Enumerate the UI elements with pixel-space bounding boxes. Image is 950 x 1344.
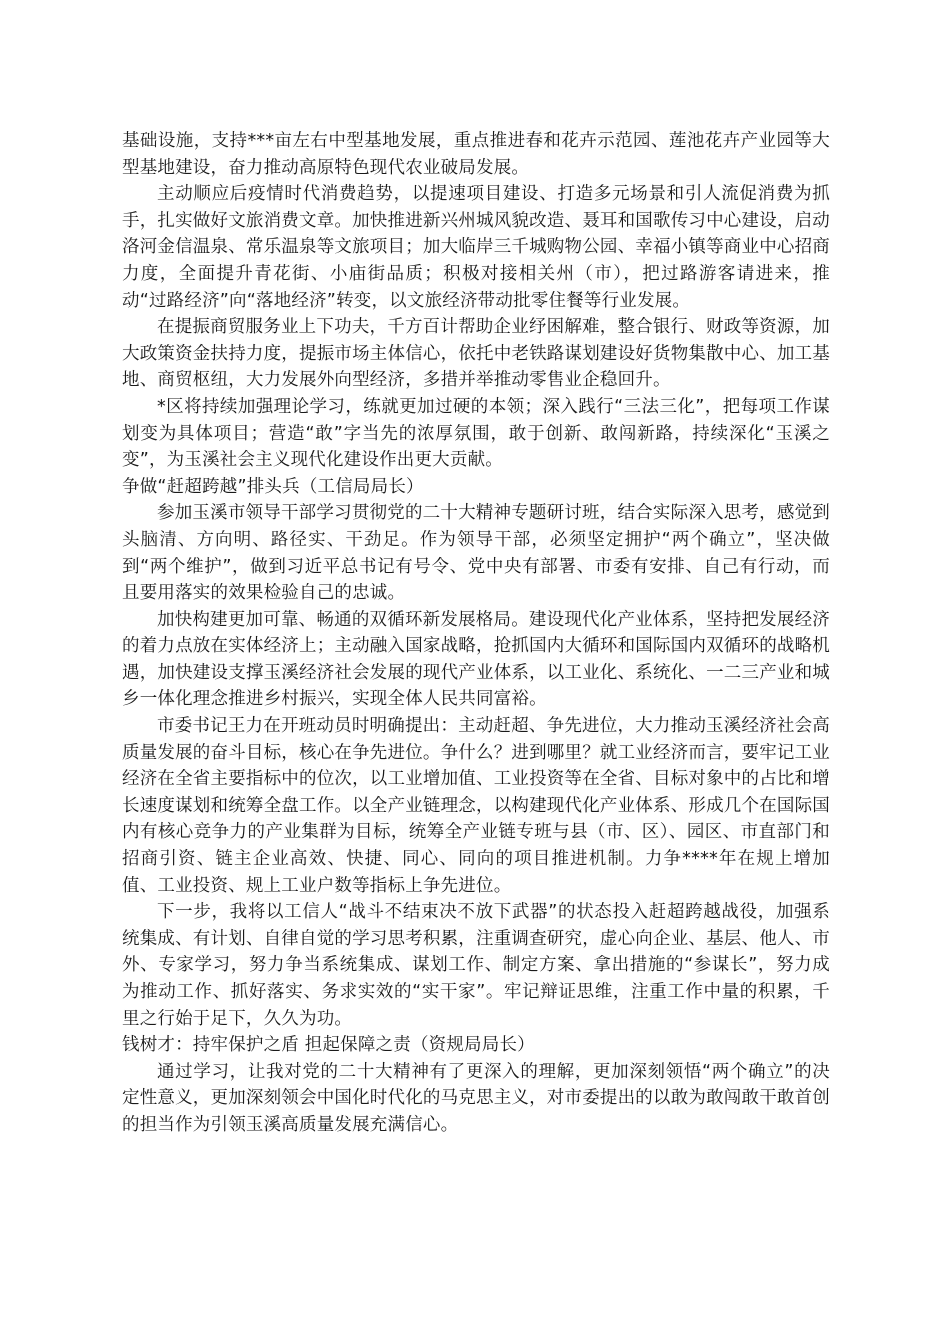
body-paragraph: 市委书记王力在开班动员时明确提出：主动赶超、争先进位，大力推动玉溪经济社会高质量发展的奋斗目标，核心在争先进位。争什么？进到哪里？就工业经济而言，要牢记工业经济在全省主要指标中的位次，以工业增加值、工业投资等在全省、目标对象中的占比和增长速度谋划和统筹全盘工作。以全产业链理念，以构建现代化产业体系、形成几个在国际国内有核心竞争力的产业集群为目标，统筹全产业链专班与县（市、区）、园区、市直部门和招商引资、链主企业高效、快捷、同心、同向的项目推进机制。力争****年在规上增加值、工业投资、规上工业户数等指标上争先进位。	[122, 716, 830, 896]
body-paragraph: 加快构建更加可靠、畅通的双循环新发展格局。建设现代化产业体系，坚持把发展经济的着力点放在实体经济上；主动融入国家战略，抢抓国内大循环和国际国内双循环的战略机遇，加快建设支撑玉溪经济社会发展的现代产业体系，以工业化、系统化、一二三产业和城乡一体化理念推进乡村振兴，实现全体人民共同富裕。	[122, 609, 830, 710]
body-paragraph: 在提振商贸服务业上下功夫，千方百计帮助企业纾困解难，整合银行、财政等资源，加大政策资金扶持力度，提振市场主体信心，依托中老铁路谋划建设好货物集散中心、加工基地、商贸枢纽，大力发展外向型经济，多措并举推动零售业企稳回升。	[122, 317, 830, 391]
document-body	[122, 128, 830, 1139]
body-paragraph: 基础设施，支持***亩左右中型基地发展，重点推进春和花卉示范园、莲池花卉产业园等大型基地建设，奋力推动高原特色现代农业破局发展。	[122, 131, 830, 178]
body-paragraph: *区将持续加强理论学习，练就更加过硬的本领；深入践行“三法三化”，把每项工作谋划变为具体项目；营造“敢”字当先的浓厚氛围，敢于创新、敢闯新路，持续深化“玉溪之变”，为玉溪社会主义现代化建设作出更大贡献。	[122, 396, 830, 471]
body-paragraph: 参加玉溪市领导干部学习贯彻党的二十大精神专题研讨班，结合实际深入思考，感觉到头脑清、方向明、路径实、干劲足。作为领导干部，必须坚定拥护“两个确立”，坚决做到“两个维护”，做到习近平总书记有号令、党中央有部署、市委有安排、自己有行动，而且要用落实的效果检验自己的忠诚。	[122, 503, 830, 604]
body-paragraph: 主动顺应后疫情时代消费趋势，以提速项目建设、打造多元场景和引人流促消费为抓手，扎实做好文旅消费文章。加快推进新兴州城风貌改造、聂耳和国歌传习中心建设，启动洛河金信温泉、常乐温泉等文旅项目；加大临岸三千城购物公园、幸福小镇等商业中心招商力度，全面提升青花街、小庙街品质；积极对接相关州（市），把过路游客请进来，推动“过路经济”向“落地经济”转变，以文旅经济带动批零住餐等行业发展。	[122, 184, 830, 311]
body-paragraph: 通过学习，让我对党的二十大精神有了更深入的理解，更加深刻领悟“两个确立”的决定性意义，更加深刻领会中国化时代化的马克思主义，对市委提出的以敢为敢闯敢干敢首创的担当作为引领玉溪高质量发展充满信心。	[122, 1061, 830, 1135]
section-heading: 钱树才：持牢保护之盾 担起保障之责（资规局局长）	[122, 1035, 535, 1056]
body-paragraph: 下一步，我将以工信人“战斗不结束决不放下武器”的状态投入赶超跨越战役，加强系统集成、有计划、自律自觉的学习思考积累，注重调查研究，虚心向企业、基层、他人、市外、专家学习，努力争当系统集成、谋划工作、制定方案、拿出措施的“参谋长”，努力成为推动工作、抓好落实、务求实效的“实干家”。牢记辩证思维，注重工作中量的积累，千里之行始于足下，久久为功。	[122, 902, 830, 1029]
section-heading: 争做“赶超跨越”排头兵（工信局局长）	[122, 476, 424, 497]
